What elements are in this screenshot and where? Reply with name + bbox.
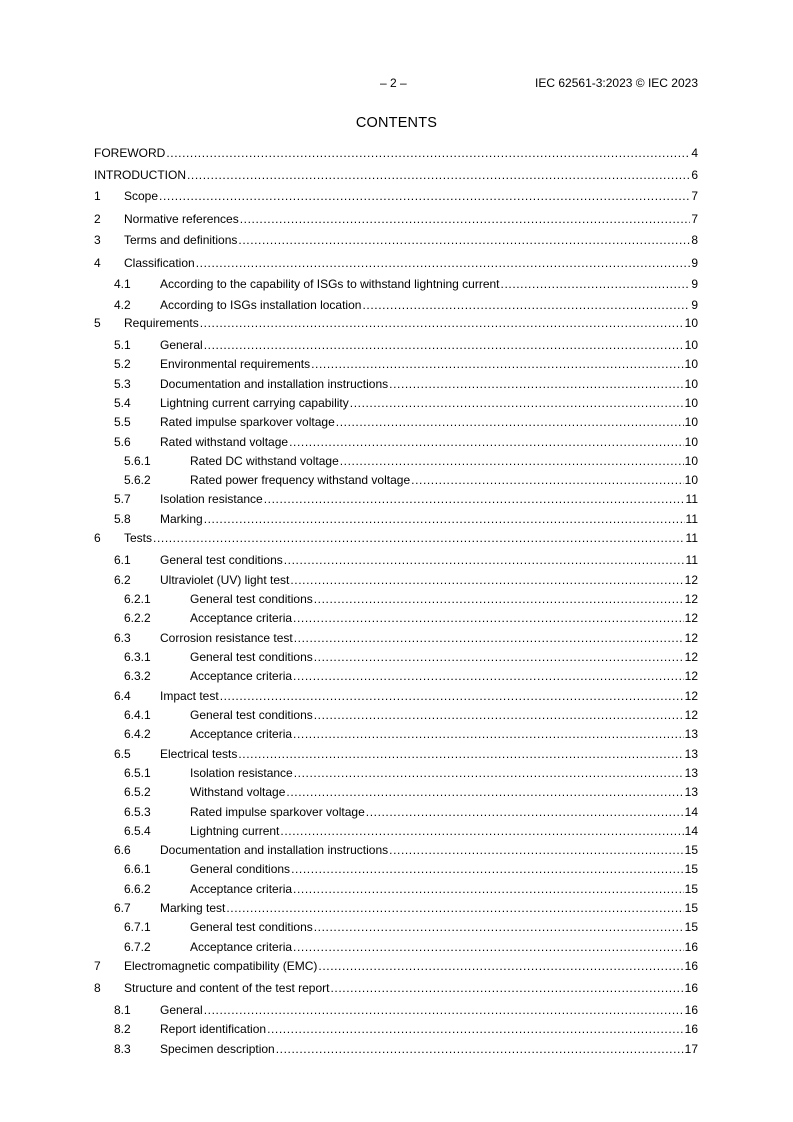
dot-leader — [166, 145, 690, 162]
toc-entry-page: 13 — [684, 766, 698, 780]
toc-entry-label: Requirements — [124, 316, 199, 330]
toc-entry[interactable] — [94, 472, 698, 489]
toc-entry-page: 11 — [685, 512, 698, 526]
dot-leader — [291, 861, 684, 878]
toc-entry-number: 8.1 — [114, 1003, 131, 1017]
toc-entry-page: 9 — [691, 277, 698, 291]
toc-entry-label: Rated withstand voltage — [160, 435, 289, 449]
toc-entry[interactable] — [94, 861, 698, 878]
toc-entry[interactable] — [94, 630, 698, 647]
toc-entry-page: 10 — [684, 338, 698, 352]
toc-entry-label: Report identification — [160, 1022, 267, 1036]
toc-entry-page: 12 — [684, 689, 698, 703]
toc-entry-page: 10 — [684, 316, 698, 330]
toc-entry-number: 6 — [94, 531, 101, 545]
toc-entry-label: Acceptance criteria — [190, 669, 293, 683]
toc-entry-number: 6.3 — [114, 631, 131, 645]
toc-entry-number: 6.7 — [114, 901, 131, 915]
toc-entry-number: 5.6 — [114, 435, 131, 449]
toc-entry-page: 6 — [691, 168, 698, 182]
toc-entry-number: 5.2 — [114, 357, 131, 371]
dot-leader — [314, 591, 684, 608]
toc-entry-number: 4 — [94, 256, 101, 270]
toc-entry-label: General — [160, 338, 203, 352]
toc-entry[interactable] — [94, 552, 698, 569]
dot-leader — [362, 297, 690, 314]
toc-entry-page: 4 — [691, 146, 698, 160]
toc-entry-page: 7 — [691, 189, 698, 203]
toc-entry[interactable] — [94, 881, 698, 898]
dot-leader — [340, 453, 684, 470]
dot-leader — [289, 434, 684, 451]
toc-entry-number: 4.1 — [114, 277, 131, 291]
toc-entry-number: 5.1 — [114, 338, 131, 352]
toc-entry[interactable] — [94, 414, 698, 431]
toc-entry-number: 6.1 — [114, 553, 131, 567]
toc-entry-number: 8.2 — [114, 1022, 131, 1036]
toc-entry-number: 6.4.2 — [124, 727, 151, 741]
toc-entry[interactable] — [94, 297, 698, 314]
toc-entry-page: 13 — [684, 747, 698, 761]
toc-entry-page: 10 — [684, 415, 698, 429]
toc-entry[interactable] — [94, 356, 698, 373]
toc-entry-number: 6.5.1 — [124, 766, 151, 780]
page-number: – 2 – — [380, 76, 407, 90]
toc-entry-label: According to the capability of ISGs to withstand lightning current — [160, 277, 500, 291]
toc-entry[interactable] — [94, 707, 698, 724]
dot-leader — [204, 337, 684, 354]
toc-entry[interactable] — [94, 784, 698, 801]
toc-entry-label: Normative references — [124, 212, 239, 226]
dot-leader — [204, 1002, 684, 1019]
toc-entry-label: Marking — [160, 512, 203, 526]
dot-leader — [290, 572, 683, 589]
toc-entry[interactable] — [94, 376, 698, 393]
toc-entry[interactable] — [94, 900, 698, 917]
toc-entry-number: 6.7.1 — [124, 920, 151, 934]
toc-entry[interactable] — [94, 591, 698, 608]
toc-entry-number: 6.5.4 — [124, 824, 151, 838]
toc-entry[interactable] — [94, 491, 698, 508]
dot-leader — [501, 276, 691, 293]
dot-leader — [264, 491, 685, 508]
dot-leader — [293, 881, 684, 898]
toc-entry-number: 5.3 — [114, 377, 131, 391]
dot-leader — [293, 939, 684, 956]
dot-leader — [336, 414, 684, 431]
toc-entry[interactable] — [94, 919, 698, 936]
toc-entry-number: 6.2.1 — [124, 592, 151, 606]
toc-entry-label: General test conditions — [190, 708, 313, 722]
toc-entry-number: 5.5 — [114, 415, 131, 429]
toc-entry-label: Acceptance criteria — [190, 882, 293, 896]
toc-entry-page: 9 — [691, 256, 698, 270]
toc-entry-number: 4.2 — [114, 298, 131, 312]
toc-entry-page: 13 — [684, 727, 698, 741]
toc-entry-page: 15 — [684, 901, 698, 915]
toc-entry-number: 5 — [94, 316, 101, 330]
toc-entry[interactable] — [94, 511, 698, 528]
toc-entry-number: 6.2 — [114, 573, 131, 587]
toc-entry-label: Electrical tests — [160, 747, 238, 761]
toc-entry-number: 1 — [94, 189, 101, 203]
toc-entry[interactable] — [94, 530, 698, 547]
toc-entry-label: Environmental requirements — [160, 357, 311, 371]
toc-entry-label: Lightning current — [190, 824, 280, 838]
toc-entry[interactable] — [94, 746, 698, 763]
dot-leader — [267, 1021, 684, 1038]
dot-leader — [314, 919, 684, 936]
dot-leader — [389, 376, 684, 393]
page-title: CONTENTS — [355, 115, 438, 131]
toc-entry-label: Acceptance criteria — [190, 611, 293, 625]
dot-leader — [153, 530, 685, 547]
toc-entry[interactable] — [94, 395, 698, 412]
toc-entry[interactable] — [94, 958, 698, 975]
toc-entry[interactable] — [94, 211, 698, 228]
dot-leader — [204, 511, 685, 528]
toc-entry-number: 6.6.1 — [124, 862, 151, 876]
toc-entry[interactable] — [94, 980, 698, 997]
toc-entry-page: 12 — [684, 573, 698, 587]
toc-entry[interactable] — [94, 688, 698, 705]
toc-entry-label: Specimen description — [160, 1042, 275, 1056]
toc-entry-page: 10 — [684, 377, 698, 391]
toc-entry-label: Acceptance criteria — [190, 727, 293, 741]
toc-entry-number: 5.4 — [114, 396, 131, 410]
dot-leader — [284, 552, 685, 569]
toc-entry-label: General test conditions — [160, 553, 283, 567]
toc-entry-number: 7 — [94, 959, 101, 973]
toc-entry-label: Rated DC withstand voltage — [190, 454, 339, 468]
toc-entry-page: 11 — [685, 492, 698, 506]
dot-leader — [293, 726, 684, 743]
toc-entry-label: Documentation and installation instructions — [160, 843, 389, 857]
dot-leader — [238, 232, 690, 249]
toc-entry-page: 8 — [691, 233, 698, 247]
toc-entry-page: 12 — [684, 669, 698, 683]
toc-entry[interactable] — [94, 276, 698, 293]
toc-entry[interactable] — [94, 804, 698, 821]
toc-entry-page: 15 — [684, 843, 698, 857]
dot-leader — [220, 688, 684, 705]
toc-entry-page: 16 — [684, 959, 698, 973]
toc-entry[interactable] — [94, 842, 698, 859]
toc-entry-label: General test conditions — [190, 650, 313, 664]
toc-entry-label: Ultraviolet (UV) light test — [160, 573, 290, 587]
toc-entry-page: 14 — [684, 805, 698, 819]
toc-entry-page: 7 — [691, 212, 698, 226]
toc-entry-label: Rated impulse sparkover voltage — [160, 415, 335, 429]
toc-entry-page: 12 — [684, 611, 698, 625]
toc-entry-label: Rated power frequency withstand voltage — [190, 473, 411, 487]
toc-entry-label: Isolation resistance — [190, 766, 293, 780]
toc-entry[interactable] — [94, 188, 698, 205]
toc-entry[interactable] — [94, 765, 698, 782]
toc-entry-page: 10 — [684, 357, 698, 371]
dot-leader — [187, 167, 690, 184]
toc-entry-number: 6.6.2 — [124, 882, 151, 896]
toc-entry[interactable] — [94, 610, 698, 627]
toc-entry-page: 12 — [684, 708, 698, 722]
toc-entry-label: Corrosion resistance test — [160, 631, 293, 645]
toc-entry[interactable] — [94, 823, 698, 840]
toc-entry[interactable] — [94, 649, 698, 666]
toc-entry-number: 6.2.2 — [124, 611, 151, 625]
toc-entry-label: General conditions — [190, 862, 291, 876]
toc-entry-label: Electromagnetic compatibility (EMC) — [124, 959, 318, 973]
toc-entry[interactable] — [94, 434, 698, 451]
dot-leader — [293, 668, 684, 685]
page-header — [94, 76, 698, 92]
toc-entry-page: 16 — [684, 1022, 698, 1036]
dot-leader — [389, 842, 684, 859]
toc-entry-label: According to ISGs installation location — [160, 298, 362, 312]
dot-leader — [196, 255, 691, 272]
toc-entry-page: 11 — [685, 531, 698, 545]
toc-entry-page: 12 — [684, 650, 698, 664]
toc-entry-label: Lightning current carrying capability — [160, 396, 349, 410]
toc-entry-label: Structure and content of the test report — [124, 981, 330, 995]
toc-entry-number: 5.8 — [114, 512, 131, 526]
toc-entry-number: 5.6.2 — [124, 473, 151, 487]
toc-entry-page: 10 — [684, 454, 698, 468]
toc-entry-page: 10 — [684, 396, 698, 410]
toc-entry-label: Rated impulse sparkover voltage — [190, 805, 365, 819]
dot-leader — [314, 649, 684, 666]
toc-entry-label: INTRODUCTION — [94, 168, 186, 182]
toc-entry-label: Scope — [124, 189, 159, 203]
toc-entry-page: 15 — [684, 920, 698, 934]
toc-entry[interactable] — [94, 939, 698, 956]
toc-entry-label: Tests — [124, 531, 153, 545]
toc-entry-number: 6.4 — [114, 689, 131, 703]
toc-entry[interactable] — [94, 572, 698, 589]
toc-entry-label: FOREWORD — [94, 146, 166, 160]
document-identifier: IEC 62561-3:2023 © IEC 2023 — [535, 76, 698, 90]
dot-leader — [159, 188, 690, 205]
dot-leader — [330, 980, 683, 997]
toc-entry-number: 3 — [94, 233, 101, 247]
toc-entry-number: 6.5.3 — [124, 805, 151, 819]
toc-entry-label: Isolation resistance — [160, 492, 263, 506]
toc-entry[interactable] — [94, 1002, 698, 1019]
toc-entry-number: 6.3.2 — [124, 669, 151, 683]
dot-leader — [311, 356, 684, 373]
toc-entry-page: 10 — [684, 473, 698, 487]
toc-entry-label: General — [160, 1003, 203, 1017]
toc-entry-page: 14 — [684, 824, 698, 838]
toc-entry-page: 9 — [691, 298, 698, 312]
toc-entry-label: Terms and definitions — [124, 233, 238, 247]
toc-entry-label: Classification — [124, 256, 195, 270]
dot-leader — [350, 395, 684, 412]
dot-leader — [314, 707, 684, 724]
dot-leader — [294, 630, 684, 647]
toc-entry-page: 13 — [684, 785, 698, 799]
toc-entry[interactable] — [94, 453, 698, 470]
dot-leader — [294, 765, 684, 782]
dot-leader — [240, 211, 691, 228]
toc-entry-number: 2 — [94, 212, 101, 226]
toc-entry-label: General test conditions — [190, 592, 313, 606]
toc-entry-page: 16 — [684, 981, 698, 995]
toc-entry[interactable] — [94, 668, 698, 685]
toc-entry-number: 6.3.1 — [124, 650, 151, 664]
toc-entry[interactable] — [94, 337, 698, 354]
toc-entry-number: 6.5.2 — [124, 785, 151, 799]
dot-leader — [318, 958, 683, 975]
toc-entry-number: 8.3 — [114, 1042, 131, 1056]
toc-entry[interactable] — [94, 232, 698, 249]
toc-entry[interactable] — [94, 726, 698, 743]
dot-leader — [293, 610, 684, 627]
toc-entry-label: General test conditions — [190, 920, 313, 934]
toc-entry[interactable] — [94, 1041, 698, 1058]
toc-entry[interactable] — [94, 315, 698, 332]
dot-leader — [411, 472, 684, 489]
toc-entry-number: 8 — [94, 981, 101, 995]
dot-leader — [366, 804, 684, 821]
toc-entry[interactable] — [94, 1021, 698, 1038]
toc-entry-page: 16 — [684, 1003, 698, 1017]
dot-leader — [286, 784, 683, 801]
toc-entry-page: 17 — [684, 1042, 698, 1056]
toc-entry-number: 6.6 — [114, 843, 131, 857]
dot-leader — [200, 315, 684, 332]
toc-entry-page: 16 — [684, 940, 698, 954]
toc-entry-label: Impact test — [160, 689, 219, 703]
toc-entry[interactable] — [94, 167, 698, 184]
toc-entry-number: 5.6.1 — [124, 454, 151, 468]
toc-entry[interactable] — [94, 255, 698, 272]
toc-entry-number: 6.5 — [114, 747, 131, 761]
toc-entry-label: Withstand voltage — [190, 785, 286, 799]
toc-entry-label: Documentation and installation instructions — [160, 377, 389, 391]
dot-leader — [276, 1041, 684, 1058]
toc-entry[interactable] — [94, 145, 698, 162]
toc-entry-page: 15 — [684, 882, 698, 896]
toc-entry-label: Acceptance criteria — [190, 940, 293, 954]
toc-entry-number: 6.4.1 — [124, 708, 151, 722]
dot-leader — [238, 746, 683, 763]
toc-entry-number: 6.7.2 — [124, 940, 151, 954]
dot-leader — [280, 823, 683, 840]
toc-entry-label: Marking test — [160, 901, 226, 915]
toc-entry-page: 11 — [685, 553, 698, 567]
toc-entry-page: 12 — [684, 631, 698, 645]
toc-entry-page: 10 — [684, 435, 698, 449]
toc-entry-number: 5.7 — [114, 492, 131, 506]
dot-leader — [226, 900, 683, 917]
toc-entry-page: 12 — [684, 592, 698, 606]
toc-entry-page: 15 — [684, 862, 698, 876]
